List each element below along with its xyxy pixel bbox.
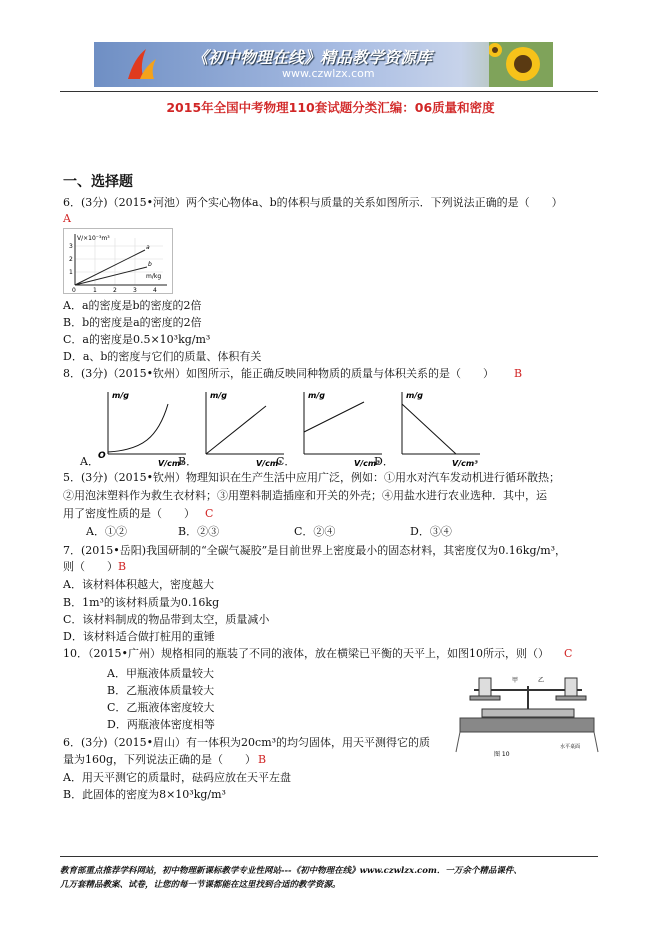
q4-line: 7．(2015•岳阳)我国研制的“全碳气凝胶”是目前世界上密度最小的固态材料，其密度仅为0.16kg/m³， [63, 544, 567, 557]
q3-option: A．①② [86, 525, 127, 538]
banner-url: www.czwlzx.com [282, 67, 375, 80]
section-heading: 一、选择题 [63, 174, 133, 190]
q3-line: 用了密度性质的是（ ） [63, 507, 195, 520]
q4-option: B．1m³的该材料质量为0.16kg [63, 596, 220, 609]
q6-line: 6．(3分)（2015•眉山）有一体积为20cm³的均匀固体，用天平测得它的质 [63, 736, 431, 749]
q2-xlabel: V/cm³ [354, 459, 380, 468]
q6-line: 量为160g，下列说法正确的是（ ） [63, 753, 257, 766]
document-title: 2015年全国中考物理110套试题分类汇编：06质量和密度 [166, 100, 495, 115]
q5-table-label: 水平桌面 [560, 744, 581, 750]
q3-answer: C [205, 507, 214, 520]
footer-divider [60, 856, 598, 857]
q2-stem: 8．(3分)（2015•钦州）如图所示，能正确反映同种物质的质量与体积关系的是（ ） [63, 367, 495, 380]
q2-graph-c [304, 391, 382, 468]
q1-stem: 6．(3分)（2015•河池）两个实心物体a、b的体积与质量的关系如图所示．下列说法正确的是（ ） [63, 196, 563, 209]
q1-xlabel: m/kg [146, 273, 162, 280]
q1-ytick: 1 [69, 269, 73, 276]
q1-ylabel: V/×10⁻³m³ [77, 235, 110, 242]
q6-option: A．用天平测它的质量时，砝码应放在天平左盘 [63, 771, 291, 784]
q3-option: D．③④ [410, 525, 452, 538]
q1-label-b: b [148, 261, 152, 268]
q1-answer: A [63, 212, 71, 225]
q1-xtick: 0 [72, 287, 76, 294]
footer-line: 几万套精品教案、试卷，让您的每一节课都能在这里找到合适的教学资源。 [60, 880, 341, 890]
q1-ytick: 3 [69, 243, 73, 250]
q2-graph-d [402, 391, 480, 468]
q2-option-letter: A． [80, 455, 99, 468]
q4-line: 则（ ） [63, 560, 118, 573]
q2-ylabel: m/g [112, 391, 129, 400]
q2-origin: O [98, 451, 106, 461]
q5-right-label: 乙 [538, 677, 545, 684]
q1-volume-mass-graph [63, 228, 173, 294]
header-banner [94, 42, 553, 87]
header-divider [60, 91, 598, 92]
q5-left-label: 甲 [512, 677, 519, 684]
q1-xtick: 4 [153, 287, 157, 294]
footer-line: 教育部重点推荐学科网站，初中物理新课标教学专业性网站---《初中物理在线》www.czwlzx.com．一万余个精品课件、 [60, 866, 522, 876]
q5-answer: C [564, 647, 573, 660]
q2-graph-a [98, 391, 186, 468]
q5-option: D．两瓶液体密度相等 [107, 718, 215, 731]
q3-line: 5．(3分)（2015•钦州）物理知识在生产生活中应用广泛，例如：①用水对汽车发动机进行循环散热； [63, 471, 561, 484]
q2-xlabel: V/cm³ [256, 459, 282, 468]
q2-answer: B [514, 367, 523, 380]
q3-line: ②用泡沫塑料作为救生衣材料；③用塑料制造插座和开关的外壳；④用盐水进行农业选种．其中，运 [63, 489, 547, 502]
q1-option: B．b的密度是a的密度的2倍 [63, 316, 202, 329]
q5-balance-figure [452, 674, 602, 762]
sunflower-icon [489, 42, 553, 87]
q4-option: D．该材料适合做打桩用的重锤 [63, 630, 215, 643]
q1-xtick: 1 [93, 287, 97, 294]
q1-option: D．a、b的密度与它们的质量、体积有关 [63, 350, 262, 363]
balance-base [482, 709, 574, 717]
q1-xtick: 2 [113, 287, 117, 294]
q6-option: B．此固体的密度为8×10³kg/m³ [63, 788, 226, 801]
q2-xlabel: V/cm³ [452, 459, 478, 468]
bottle-right-icon [565, 678, 577, 696]
q4-option: A．该材料体积越大，密度越大 [63, 578, 214, 591]
q1-ytick: 2 [69, 256, 73, 263]
q5-stem: 10．（2015•广州）规格相同的瓶装了不同的液体，放在横梁已平衡的天平上，如图10所示，则（） [63, 647, 549, 660]
q2-ylabel: m/g [210, 391, 227, 400]
q2-graph-b [206, 391, 284, 468]
q1-xtick: 3 [133, 287, 137, 294]
q2-ylabel: m/g [308, 391, 325, 400]
q1-option: A．a的密度是b的密度的2倍 [63, 299, 202, 312]
q4-option: C．该材料制成的物品带到太空，质量减小 [63, 613, 270, 626]
q5-option: A．甲瓶液体质量较大 [107, 667, 214, 680]
q5-option: C．乙瓶液体密度较大 [107, 701, 215, 714]
q1-option: C．a的密度是0.5×10³kg/m³ [63, 333, 211, 346]
q2-xlabel: V/cm³ [158, 459, 184, 468]
q2-ylabel: m/g [406, 391, 423, 400]
q2-option-letter: C． [276, 455, 296, 468]
bottle-left-icon [479, 678, 491, 696]
q2-option-letter: D． [374, 455, 394, 468]
q6-answer: B [258, 753, 267, 766]
q3-option: C．②④ [294, 525, 336, 538]
banner-title: 《初中物理在线》精品教学资源库 [192, 48, 433, 67]
q4-answer: B [118, 560, 127, 573]
table-top [460, 718, 594, 732]
q5-option: B．乙瓶液体质量较大 [107, 684, 215, 697]
q2-option-letter: B． [178, 455, 198, 468]
q3-option: B．②③ [178, 525, 220, 538]
q1-label-a: a [146, 244, 150, 251]
site-logo-icon [122, 45, 160, 83]
q5-caption: 图 10 [494, 751, 510, 758]
